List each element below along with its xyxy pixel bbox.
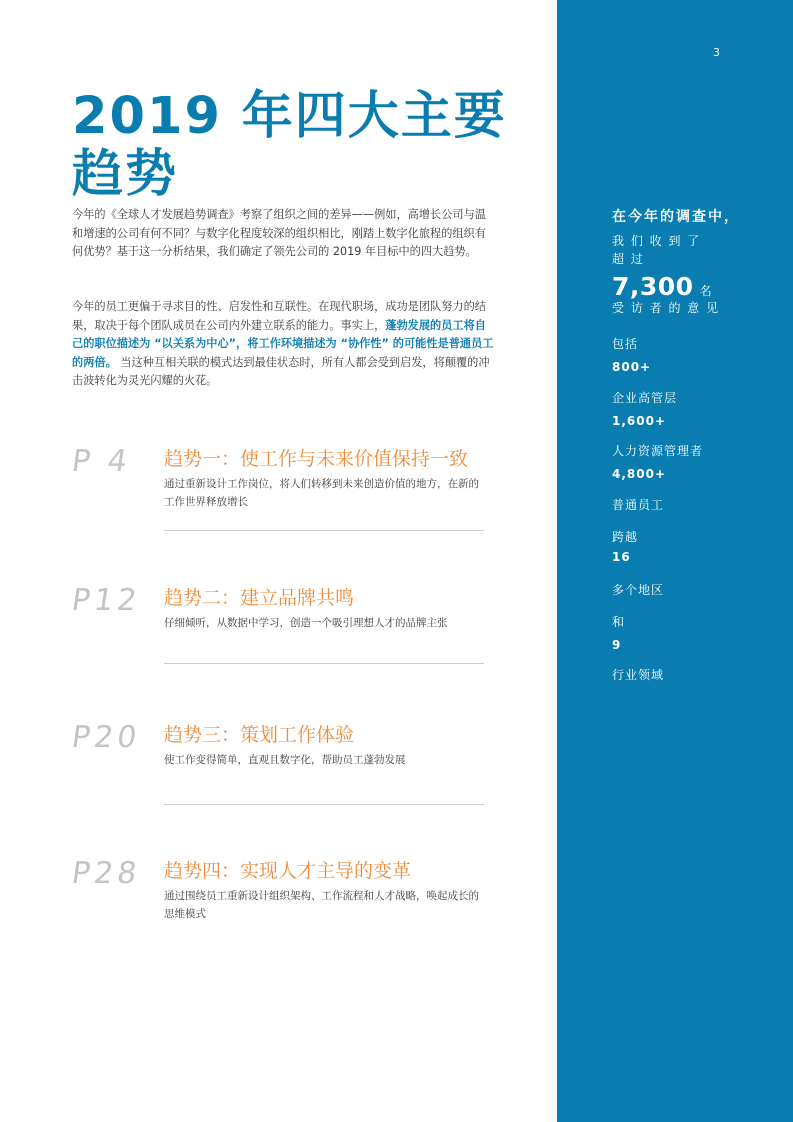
trend-title: 趋势一：使工作与未来价值保持一致 (164, 448, 469, 470)
respondents-label: 受 访 者 的 意 见 (612, 301, 720, 315)
regions-value: 16 (612, 550, 631, 564)
intro-highlight: 蓬勃发展的员工将自己的职位描述为 “以关系为中心”，将工作环境描述为 “协作性” 的可能性是普通员工的两倍。 (72, 318, 494, 369)
total-unit: 名 (699, 284, 713, 298)
title-line-1: 2019 年四大主要 (72, 87, 507, 146)
trend-description: 使工作变得简单，直观且数字化，帮助员工蓬勃发展 (164, 754, 406, 766)
trend-page-number: P28 (69, 856, 143, 891)
divider (164, 663, 484, 664)
trend-title: 趋势四：实现人才主导的变革 (164, 860, 412, 882)
trend-page-number: P12 (69, 583, 143, 618)
divider (164, 804, 484, 805)
intro-text-end: 当这种互相关联的模式达到最佳状态时，所有人都会受到启发，将颠覆的冲击波转化为灵光闪耀的火花。 (72, 355, 490, 387)
including-label: 包括 (612, 337, 639, 351)
trend-title: 趋势三：策划工作体验 (164, 724, 355, 746)
received-line-1: 我 们 收 到 了 (612, 234, 701, 248)
intro-paragraph-1: 今年的《全球人才发展趋势调查》考察了组织之间的差异——例如，高增长公司与温和增速的公司有何不同？与数字化程度较深的组织相比，刚踏上数字化旅程的组织有何优势？基于这一分析结果，我们确定了领先公司的 2019 年目标中的四大趋势。 (72, 208, 486, 258)
page-title (72, 88, 507, 204)
total-value: 7,300 (612, 272, 694, 301)
regions-label: 多个地区 (612, 583, 665, 597)
executives-label: 企业高管层 (612, 391, 678, 405)
trend-description: 通过重新设计工作岗位，将人们转移到未来创造价值的地方，在新的工作世界释放增长 (164, 478, 479, 508)
stats-sidebar (557, 0, 793, 1122)
trend-page-number: P 4 (69, 444, 134, 479)
industries-label: 行业领域 (612, 668, 665, 682)
trend-description: 仔细倾听，从数据中学习，创造一个吸引理想人才的品牌主张 (164, 617, 448, 629)
total-respondents (612, 272, 712, 301)
divider (164, 530, 484, 531)
industries-value: 9 (612, 638, 622, 652)
trend-description: 通过围绕员工重新设计组织架构、工作流程和人才战略，唤起成长的思维模式 (164, 890, 479, 920)
across-label: 跨越 (612, 530, 639, 544)
hr-managers-value: 1,600+ (612, 414, 667, 428)
received-line-2: 超 过 (612, 252, 645, 266)
intro-paragraph-2 (72, 298, 497, 391)
trend-page-number: P20 (69, 720, 143, 755)
survey-heading: 在今年的调查中， (612, 209, 740, 225)
employees-value: 4,800+ (612, 467, 667, 481)
and-label: 和 (612, 615, 626, 629)
executives-value: 800+ (612, 360, 652, 374)
employees-label: 普通员工 (612, 498, 665, 512)
title-line-2: 趋势 (72, 145, 179, 204)
hr-managers-label: 人力资源管理者 (612, 444, 704, 458)
intro-text-start: 今年的员工更偏于寻求目的性、启发性和互联性。在现代职场，成功是团队努力的结果，取决于每个团队成员在公司内外建立联系的能力。事实上， (72, 300, 486, 332)
trend-title: 趋势二：建立品牌共鸣 (164, 587, 355, 609)
page-number: 3 (713, 46, 720, 59)
